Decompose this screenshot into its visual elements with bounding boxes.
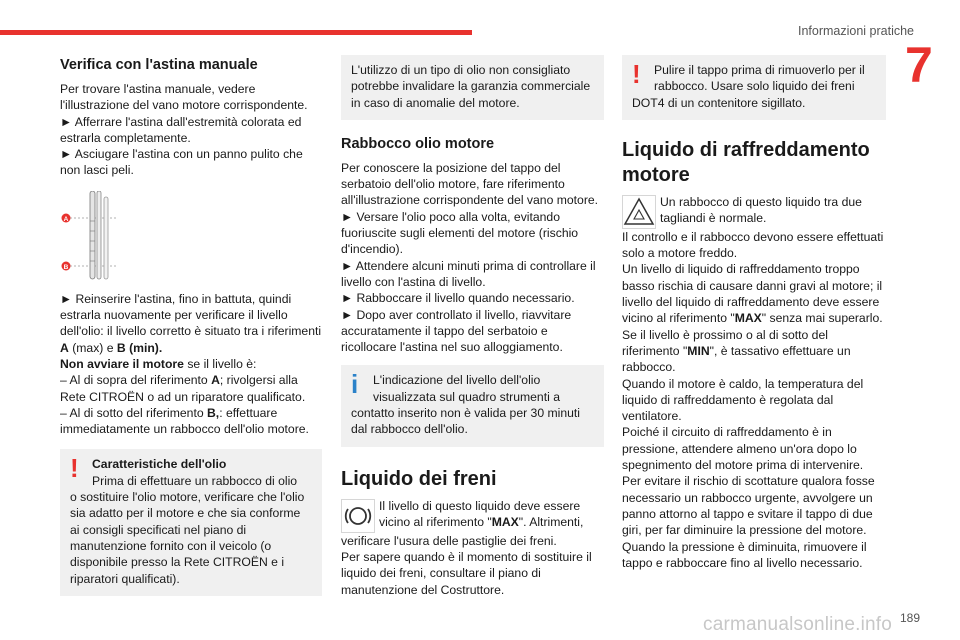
watermark: carmanualsonline.info xyxy=(703,614,893,635)
heading-dipstick-check: Verifica con l'astina manuale xyxy=(60,57,258,73)
list-item: – Al di sotto del riferimento B,: effettuare immediatamente un rabbocco dell'olio motore. xyxy=(60,405,309,437)
recycle-warning-icon xyxy=(622,195,656,229)
dipstick-icon xyxy=(60,191,150,281)
warning-box-brake-cap: ! Pulire il tappo prima di rimuoverlo per il rabbocco. Usare solo liquido dei freni DOT4 di un contenitore sigillato. xyxy=(622,55,886,120)
warning-icon: ! xyxy=(70,453,79,484)
chapter-number: 7 xyxy=(905,37,933,93)
step: ► Afferrare l'astina dall'estremità colorata ed estrarla completamente. xyxy=(60,114,302,145)
step: ► Attendere alcuni minuti prima di controllare il livello con l'astina di livello. xyxy=(341,258,596,289)
label-a: A xyxy=(63,215,69,223)
paragraph: Un livello di liquido di raffreddamento troppo basso rischia di causare danni gravi al motore; il livello del liquido di raffreddamento deve essere vicino al riferimento "MAX" senza mai superarlo. xyxy=(622,262,883,326)
paragraph: Il controllo e il rabbocco devono essere effettuati solo a motore freddo. xyxy=(622,229,884,261)
column-middle: L'utilizzo di un tipo di olio non consigliato potrebbe invalidare la garanzia commerciale in caso di anomalie del motore. Rabbocco olio motore Per conoscere la posizione del tappo del serbatoio dell'olio motore, fare riferimento all'illustrazione corrispondente del vano motore. ► Versare l'olio poco alla volta, evitando fuoriuscite sugli elementi del motore (rischio d'incendio). ► Attendere alcuni minuti prima di controllare il livello con l'astina di livello. ► Rabboccare il livello quando necessario. ► Dopo aver controllato il livello, riavvitare accuratamente il tappo del serbatoio e ricollocare l'astina nel suo alloggiamento. i L'indicazione del livello dell'olio visualizzata sul quadro strumenti a contatto inserito non è valida per 30 minuti dal rabbocco dell'olio. Liquido dei freni Il livello di questo liquido deve essere vicino al riferimento "MAX". Altrimenti, verificare l'usura delle pastiglie dei freni. Per sapere quando è il momento di sostituire il liquido dei freni, consultare il piano di manutenzione del Costruttore. xyxy=(341,55,604,598)
column-left xyxy=(60,55,322,596)
label-b: B xyxy=(63,263,69,271)
section-label: Informazioni pratiche xyxy=(797,24,914,38)
step: ► Asciugare l'astina con un panno pulito che non lasci peli. xyxy=(60,147,303,178)
paragraph: Poiché il circuito di raffreddamento è in pressione, attendere almeno un'ora dopo lo spegnimento del motore prima di intervenire. xyxy=(622,425,864,473)
dipstick-illustration xyxy=(60,191,150,281)
info-box-oil-indicator: i L'indicazione del livello dell'olio visualizzata sul quadro strumenti a contatto inserito non è valida per 30 minuti dal rabbocco dell'olio. xyxy=(341,365,604,446)
step: ► Rabboccare il livello quando necessario. xyxy=(341,291,575,306)
step: ► Dopo aver controllato il livello, riavvitare accuratamente il tappo del serbatoio e ricollocare l'astina nel suo alloggiamento. xyxy=(341,307,572,355)
step: ► Reinserire l'astina, fino in battuta, quindi estrarla nuovamente per verificare il livello dell'olio: il livello corretto è situato tra i riferimenti A (max) e B (min). xyxy=(60,291,322,355)
paragraph: Quando la pressione è diminuita, rimuovere il tappo e rabboccare fino al livello necessario. xyxy=(622,539,867,570)
paragraph: Se il livello è prossimo o al di sotto del riferimento "MIN", è tassativo effettuare un rabbocco. xyxy=(622,327,851,375)
brake-warning-icon xyxy=(341,499,375,533)
info-icon: i xyxy=(351,369,359,400)
note-box-oil-warranty: L'utilizzo di un tipo di olio non consigliato potrebbe invalidare la garanzia commerciale in caso di anomalie del motore. xyxy=(341,55,604,120)
header-accent-bar xyxy=(0,30,472,35)
warning-icon: ! xyxy=(632,59,641,89)
list-item: – Al di sopra del riferimento A; rivolgersi alla Rete CITROËN o ad un riparatore qualificato. xyxy=(60,373,306,404)
column-right: ! Pulire il tappo prima di rimuoverlo per il rabbocco. Usare solo liquido dei freni DOT4 di un contenitore sigillato. Liquido di raffreddamento motore Un rabbocco di questo liquido tra due tagliandi è normale. Il controllo e il rabbocco devono essere effettuati solo a motore freddo. Un livello di liquido di raffreddamento troppo basso rischia di causare danni gravi al motore; il livello del liquido di raffreddamento deve essere vicino al riferimento "MAX" senza mai superarlo. Se il livello è prossimo o al di sotto del riferimento "MIN", è tassativo effettuare un rabbocco. Quando il motore è caldo, la temperatura del liquido di raffreddamento è regolata dal ventilatore. Poiché il circuito di raffreddamento è in pressione, attendere almeno un'ora dopo lo spegnimento del motore prima di intervenire. Per evitare il rischio di scottature qualora fosse necessario un rabbocco urgente, avvolgere un panno attorno al tappo e svitare il tappo di due giri, per far diminuire la pressione del motore. Quando la pressione è diminuita, rimuovere il tappo e rabboccare fino al livello necessario. xyxy=(622,55,886,571)
warning-box-oil: ! Caratteristiche dell'olio Prima di effettuare un rabbocco di olio o sostituire l'olio motore, verificare che l'olio sia adatto per il motore e che sia conforme ai consigli specificati nel piano di manutenzione fornito con il veicolo (o disponibile presso la Rete CITROËN e i riparatori qualificati). xyxy=(60,449,322,595)
page-number: 189 xyxy=(899,611,920,625)
paragraph: Non avviare il motore se il livello è: xyxy=(60,356,257,371)
heading-coolant: Liquido di raffreddamento motore xyxy=(622,138,870,186)
paragraph: Per conoscere la posizione del tappo del serbatoio dell'olio motore, fare riferimento all'illustrazione corrispondente del vano motore. xyxy=(341,160,599,208)
paragraph: Per sapere quando è il momento di sostituire il liquido dei freni, consultare il piano di manutenzione del Costruttore. xyxy=(341,549,592,597)
paragraph: Per trovare l'astina manuale, vedere l'illustrazione del vano motore corrispondente. xyxy=(60,82,308,113)
step: ► Versare l'olio poco alla volta, evitando fuoriuscite sugli elementi del motore (rischio d'incendio). xyxy=(341,209,579,257)
heading-oil-refill: Rabbocco olio motore xyxy=(341,135,495,152)
paragraph: Per evitare il rischio di scottature qualora fosse necessario un rabbocco urgente, avvolgere un panno attorno al tappo e svitare il tappo di due giri, per far diminuire la pressione del motore. xyxy=(622,474,875,538)
paragraph: Quando il motore è caldo, la temperatura del liquido di raffreddamento è regolata dal ventilatore. xyxy=(622,376,864,424)
heading-brake-fluid: Liquido dei freni xyxy=(341,467,497,490)
